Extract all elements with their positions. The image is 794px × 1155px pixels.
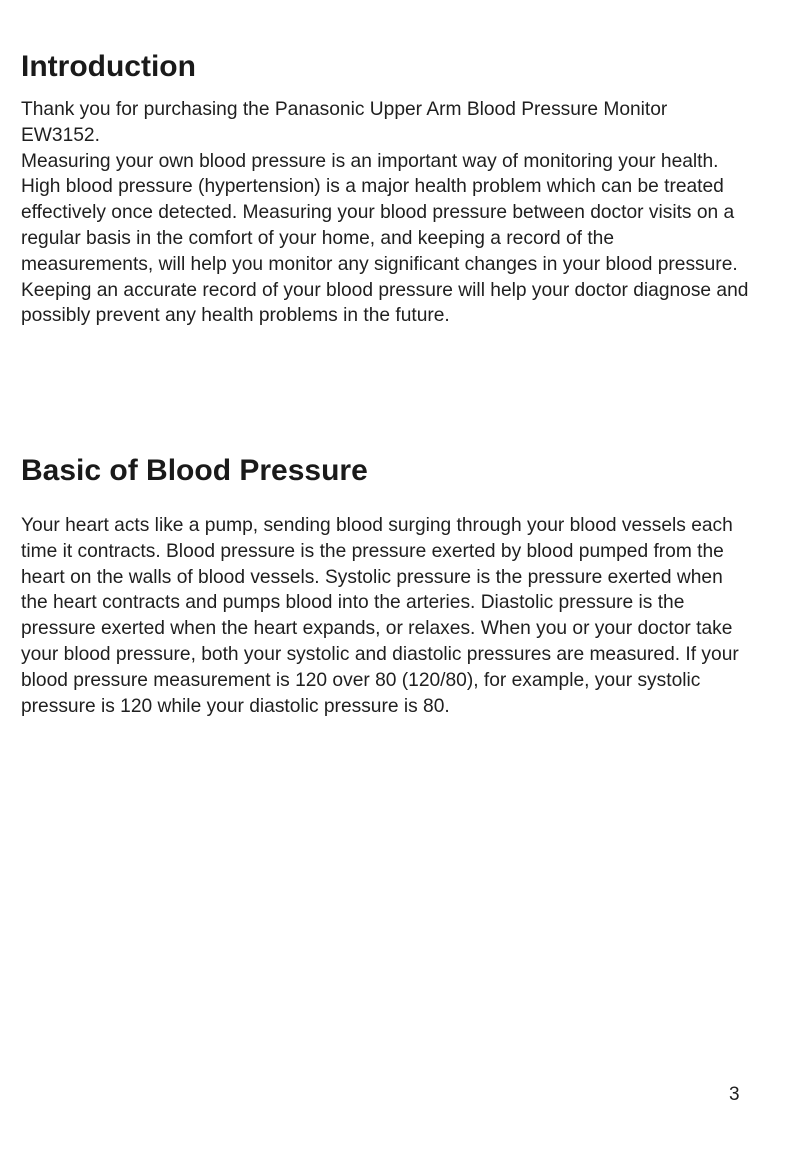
page-number: 3 <box>729 1084 740 1105</box>
introduction-body <box>21 97 751 329</box>
basics-body <box>21 513 751 719</box>
introduction-paragraph: Measuring your own blood pressure is an important way of monitoring your health. High blood pressure (hypertension) is a major health problem which can be treated effectively once detected. Measuring your blood pressure between doctor visits on a regular basis in the comfort of your home, and keeping a record of the measurements, will help you monitor any significant changes in your blood pressure. Keeping an accurate record of your blood pressure will help your doctor diagnose and possibly prevent any health problems in the future. <box>21 150 749 327</box>
introduction-paragraph: Thank you for purchasing the Panasonic Upper Arm Blood Pressure Monitor EW3152. <box>21 99 668 146</box>
introduction-heading: Introduction <box>21 50 196 83</box>
basics-heading: Basic of Blood Pressure <box>21 454 368 487</box>
basics-paragraph: Your heart acts like a pump, sending blood surging through your blood vessels each time it contracts. Blood pressure is the pressure exerted by blood pumped from the heart on the walls of blood vessels. Systolic pressure is the pressure exerted when the heart contracts and pumps blood into the arteries. Diastolic pressure is the pressure exerted when the heart expands, or relaxes. When you or your doctor take your blood pressure, both your systolic and diastolic pressures are measured. If your blood pressure measurement is 120 over 80 (120/80), for example, your systolic pressure is 120 while your diastolic pressure is 80. <box>21 515 739 717</box>
